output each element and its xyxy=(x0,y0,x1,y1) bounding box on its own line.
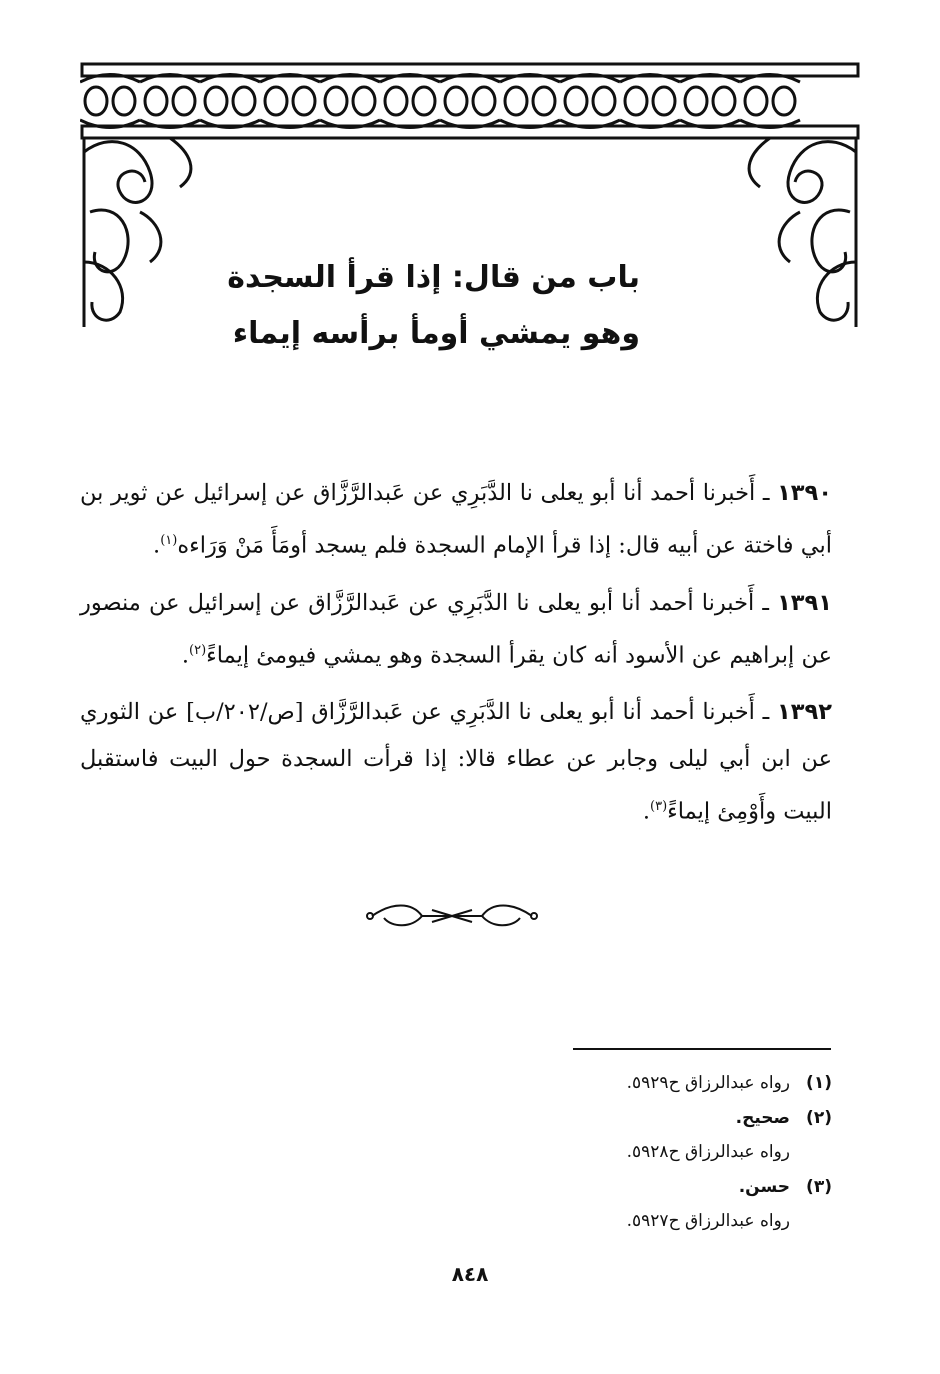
footnote-grade: حسن. xyxy=(738,1176,790,1197)
chapter-title xyxy=(190,250,640,362)
footnotes xyxy=(420,1066,832,1239)
knot-loop xyxy=(773,87,795,115)
knot-loop xyxy=(205,87,227,115)
knot-loop xyxy=(473,87,495,115)
knot-band xyxy=(500,75,560,128)
end-ornament xyxy=(362,898,542,934)
footnote-ref-3[interactable]: (٣) xyxy=(650,799,668,814)
hadith-number: ١٣٩٠ xyxy=(777,480,833,506)
chapter-title-line-2: وهو يمشي أومأ برأسه إيماء xyxy=(232,316,640,351)
footnote-marker: (١) xyxy=(806,1073,832,1093)
page-number: ٨٤٨ xyxy=(451,1262,489,1286)
hadith-number: ١٣٩١ xyxy=(777,589,832,616)
knot-loop xyxy=(293,87,315,115)
knot-band xyxy=(320,75,380,128)
knot-loop xyxy=(593,87,615,115)
knot-loop xyxy=(565,87,587,115)
knot-loop xyxy=(385,87,407,115)
knot-loop xyxy=(265,87,287,115)
hadith-end: . xyxy=(153,532,161,559)
knot-loop xyxy=(353,87,375,115)
knot-loop xyxy=(173,87,195,115)
hadith-list xyxy=(80,470,832,846)
knot-band xyxy=(260,75,320,128)
hadith-end: . xyxy=(181,642,190,668)
hadith-number: ١٣٩٢ xyxy=(777,699,832,725)
knot-loop xyxy=(445,87,467,115)
footnote-ref-2[interactable]: (٢) xyxy=(189,642,207,658)
footnote-marker: (٣) xyxy=(806,1176,832,1197)
knot-loop xyxy=(745,87,767,115)
knot-loop xyxy=(113,87,135,115)
footnote-grade: صحيح. xyxy=(735,1107,790,1128)
knot-band xyxy=(560,75,620,128)
knot-loop xyxy=(85,87,107,115)
knot-loop xyxy=(233,87,255,115)
footnote-text: رواه عبدالرزاق ح٥٩٢٧. xyxy=(626,1211,790,1231)
footnote-3-source xyxy=(420,1204,832,1239)
hadith-1392 xyxy=(80,689,832,836)
hadith-text: ـ أَخبرنا أحمد أنا أبو يعلى نا الدَّبَرِي عن عَبدالرَّزَّاق عن إسرائيل عن ثوير بن أبي فاختة عن أبيه قال: إذا قرأ الإمام السجدة فلم يسجد أومَأَ مَنْ وَرَاءه xyxy=(80,480,832,559)
knot-loop xyxy=(533,87,555,115)
knot-band xyxy=(200,75,260,128)
knot-loop xyxy=(325,87,347,115)
footnote-text: رواه عبدالرزاق ح٥٩٢٩. xyxy=(626,1073,790,1093)
footnote-separator xyxy=(573,1048,831,1050)
footnote-2-source xyxy=(420,1135,832,1170)
knot-band xyxy=(140,75,200,128)
footnote-2 xyxy=(420,1101,832,1136)
knot-loop xyxy=(653,87,675,115)
footnote-ref-1[interactable]: (١) xyxy=(160,533,178,548)
hadith-text: ـ أَخبرنا أحمد أنا أبو يعلى نا الدَّبَرِي عن عَبدالرَّزَّاق [ص/٢٠٢/ب] عن الثوري عن ابن أبي ليلى وجابر عن عطاء قالا: إذا قرأت السجدة حول البيت فاستقبل البيت وأَوْمِئ إيماءً xyxy=(80,699,832,825)
footnote-marker: (٢) xyxy=(806,1107,832,1128)
hadith-text: ـ أَخبرنا أحمد أنا أبو يعلى نا الدَّبَرِي عن عَبدالرَّزَّاق عن إسرائيل عن منصور عن إبراهيم عن الأسود أنه كان يقرأ السجدة وهو يمشي فيومئ إيماءً xyxy=(80,589,832,668)
footnote-text: رواه عبدالرزاق ح٥٩٢٨. xyxy=(626,1142,790,1162)
footnote-3 xyxy=(420,1170,832,1205)
knot-loop xyxy=(413,87,435,115)
knot-band xyxy=(620,75,680,128)
knot-loop xyxy=(145,87,167,115)
hadith-1390 xyxy=(80,470,832,570)
knot-band xyxy=(740,75,800,128)
hadith-end: . xyxy=(642,798,651,825)
knot-loop xyxy=(713,87,735,115)
knot-band xyxy=(380,75,440,128)
hadith-1391 xyxy=(80,580,832,680)
knot-band xyxy=(680,75,740,128)
knot-loop xyxy=(505,87,527,115)
knot-loop xyxy=(685,87,707,115)
knot-band xyxy=(440,75,500,128)
chapter-title-line-1: باب من قال: إذا قرأ السجدة xyxy=(227,260,640,295)
knot-loop xyxy=(625,87,647,115)
footnote-1 xyxy=(420,1066,832,1101)
knot-band xyxy=(80,75,140,128)
